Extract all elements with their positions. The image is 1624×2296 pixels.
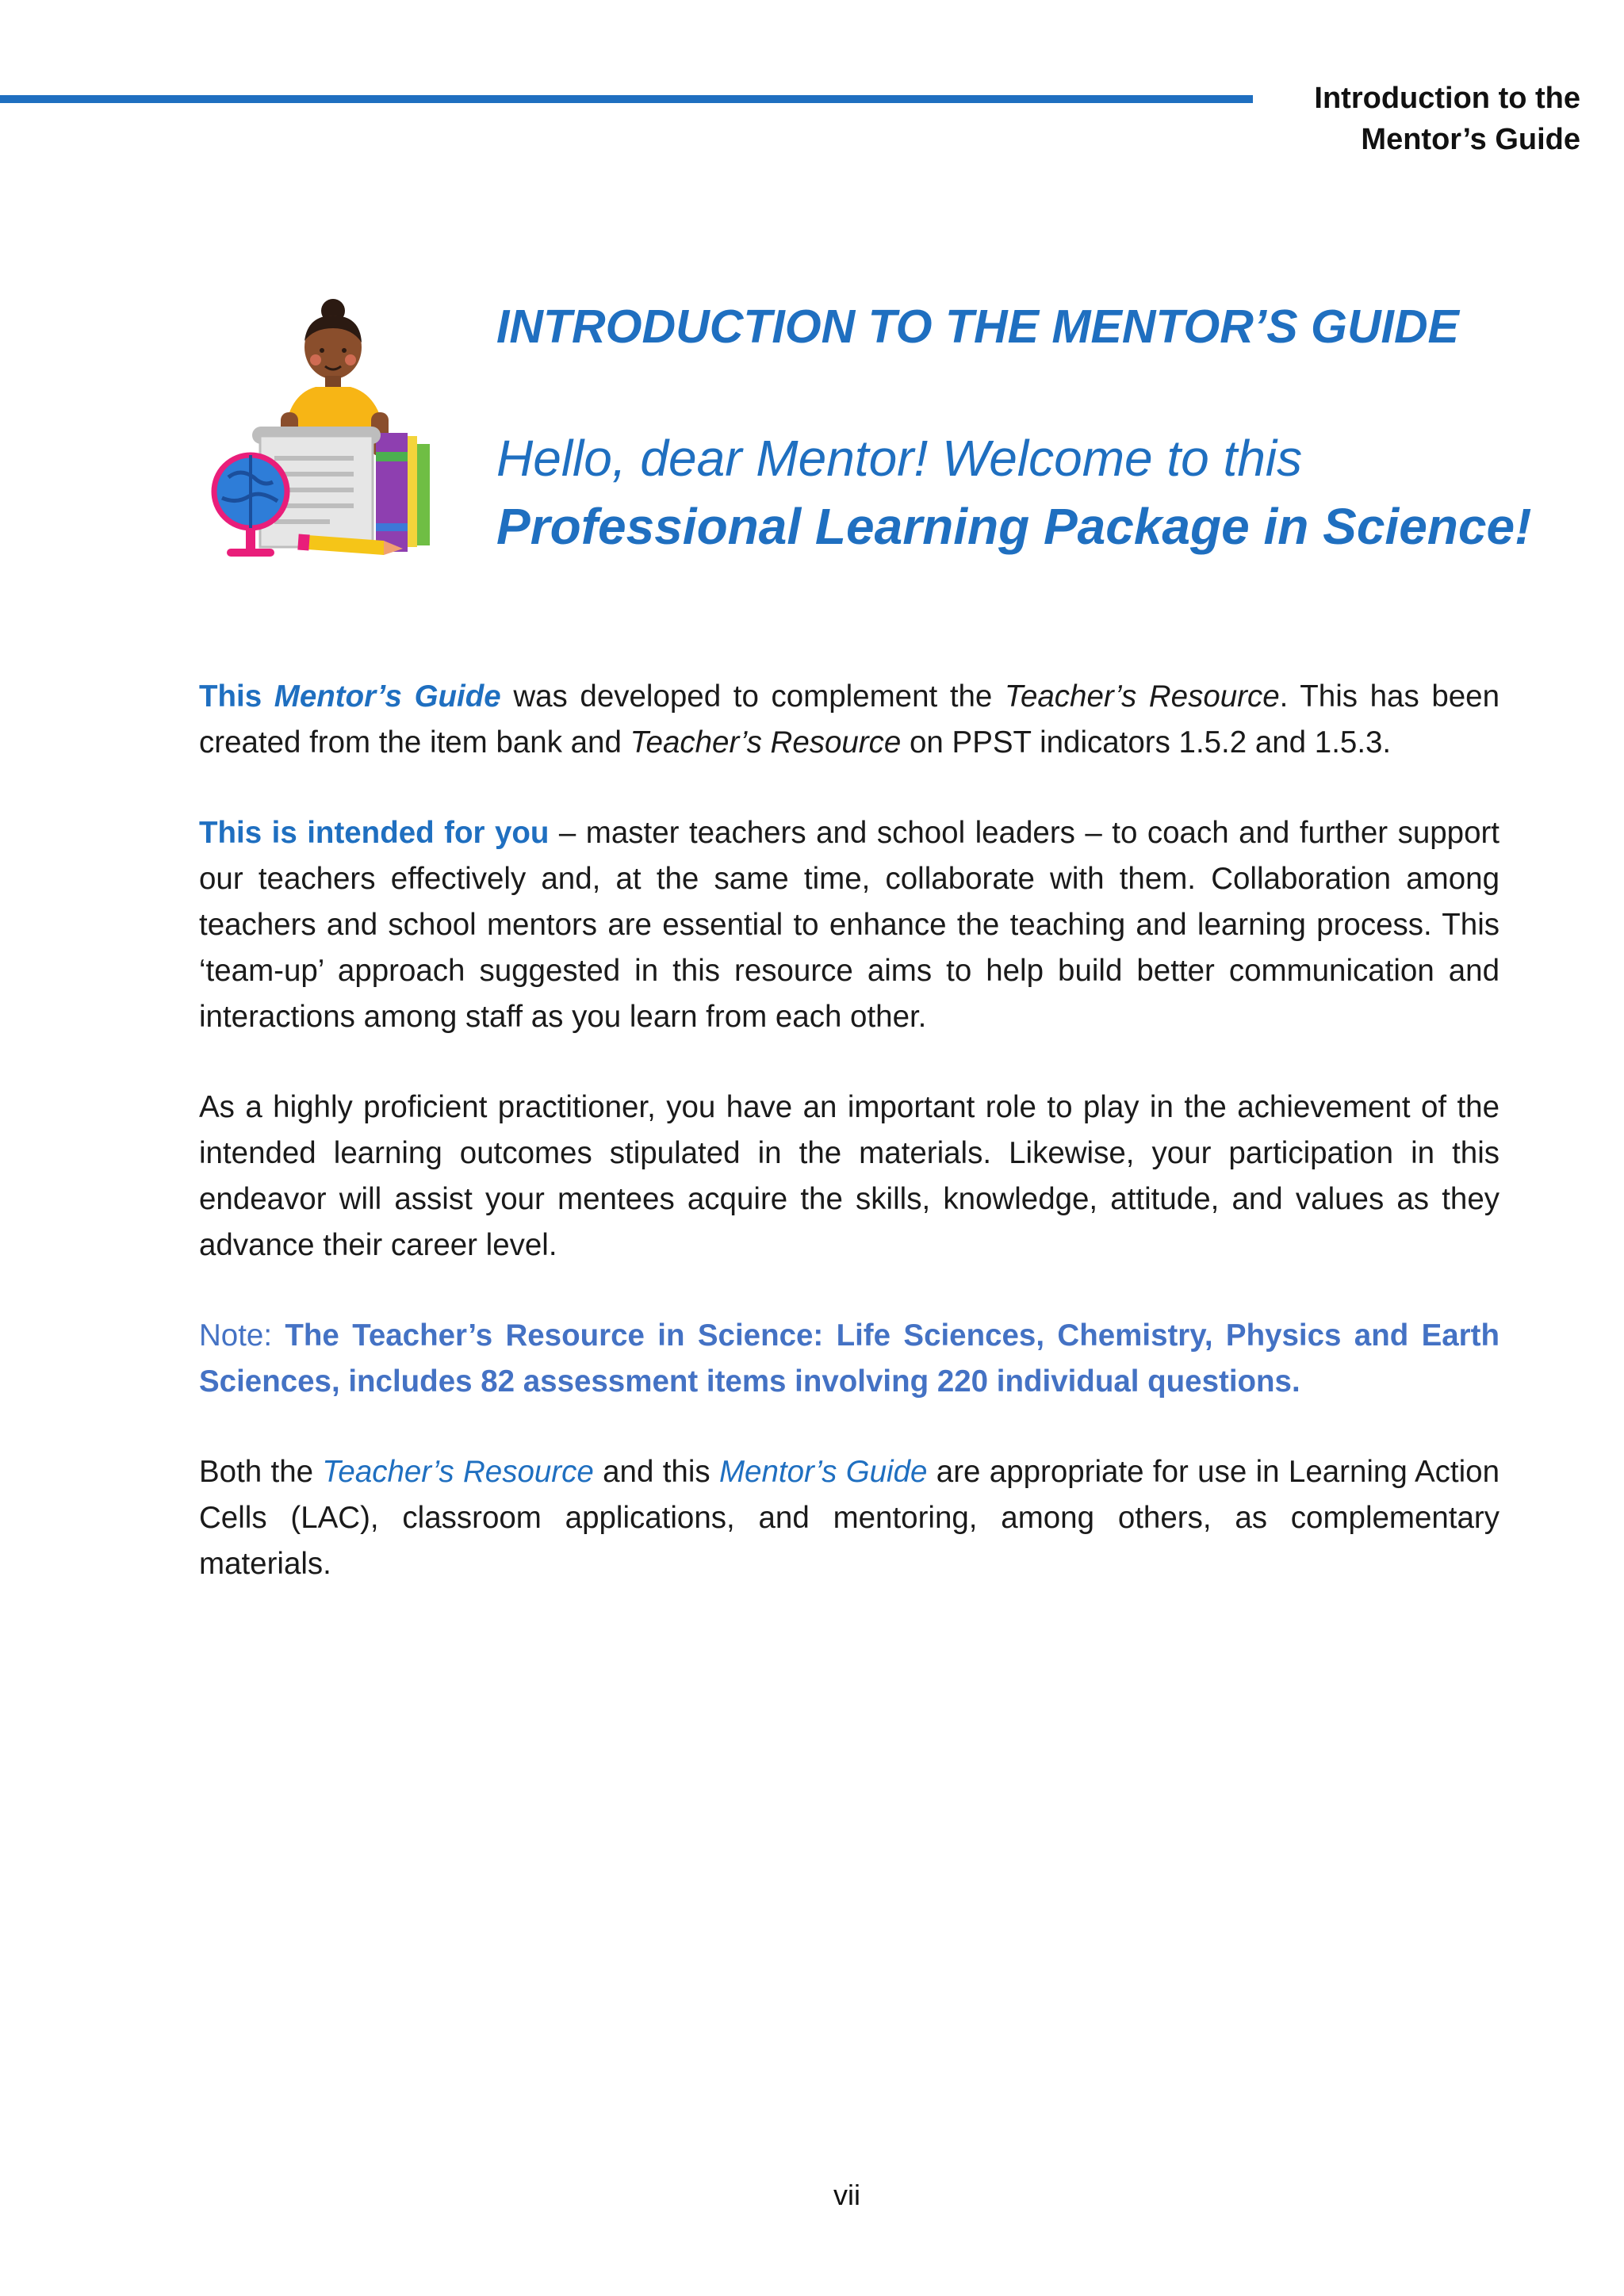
p1-lead-this: This	[199, 679, 262, 714]
header-rule	[0, 95, 1253, 103]
running-header-line2: Mentor’s Guide	[1361, 123, 1580, 156]
paragraph-intended-for-you	[199, 810, 1500, 1040]
p4-ital2: Mentor’s Guide	[718, 1455, 928, 1489]
p1-text2: . This has been created from the item bank and	[199, 679, 1500, 760]
body-text	[199, 674, 1500, 1632]
paragraph-both-resources	[199, 1449, 1500, 1587]
p3-text: As a highly proficient practitioner, you have an important role to play in the achievement of the intended learning outcomes stipulated in the materials. Likewise, your participation in this endeavor will assist your mentees acquire the skills, knowledge, attitude, and values as they advance their career level.	[199, 1090, 1500, 1262]
welcome-line1: Hello, dear Mentor! Welcome to this	[496, 430, 1303, 487]
p1-lead-guide: Mentor’s Guide	[274, 679, 501, 714]
p1-ital1: Teacher’s Resource	[1004, 679, 1280, 714]
welcome-heading	[496, 424, 1551, 561]
paragraph-note	[199, 1313, 1500, 1405]
p1-ital2: Teacher’s Resource	[630, 725, 902, 760]
p2-lead: This is intended for you	[199, 816, 550, 850]
p1-text3: on PPST indicators 1.5.2 and 1.5.3.	[901, 725, 1392, 760]
note-label: Note:	[199, 1318, 285, 1353]
p4-ital1: Teacher’s Resource	[322, 1455, 594, 1489]
p4-text3: are appropriate for use in Learning Action Cells (LAC), classroom applications, and mentoring, among others, as complementary materials.	[199, 1455, 1500, 1581]
p2-text: – master teachers and school leaders – to coach and further support our teachers effectively and, at the same time, collaborate with them. Collaboration among teachers and school mentors are essential to enhance the teaching and learning process. This ‘team-up’ approach suggested in this resource aims to help build better communication and interactions among staff as you learn from each other.	[199, 816, 1500, 1034]
running-header	[1247, 78, 1580, 160]
paragraph-practitioner	[199, 1085, 1500, 1269]
page-number: vii	[833, 2179, 860, 2211]
p4-text1: Both the	[199, 1455, 323, 1489]
p4-text2: and this	[593, 1455, 719, 1489]
mentor-illustration-icon	[205, 293, 442, 567]
paragraph-mentors-guide	[199, 674, 1500, 766]
page-title: INTRODUCTION TO THE MENTOR’S GUIDE	[496, 300, 1459, 353]
note-text: The Teacher’s Resource in Science: Life Sciences, Chemistry, Physics and Earth Sciences, includes 82 assessment items involving 220 individual questions.	[199, 1318, 1500, 1399]
welcome-line2: Professional Learning Package in Science!	[496, 498, 1532, 555]
p1-text1: was developed to complement the	[500, 679, 1005, 714]
running-header-line1: Introduction to the	[1314, 82, 1580, 115]
